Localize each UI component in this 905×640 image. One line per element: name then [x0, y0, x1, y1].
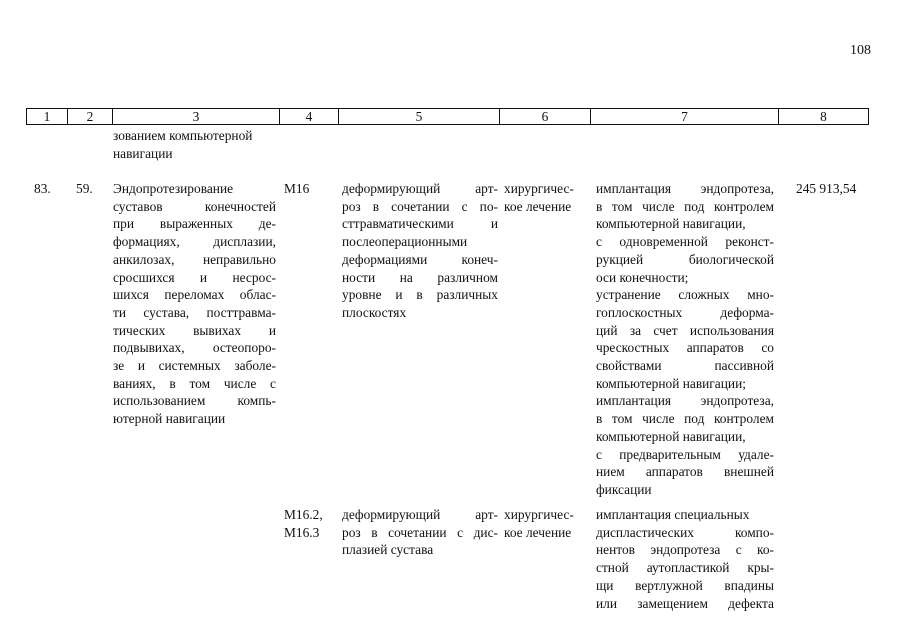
patient-model-line: плоскостях — [342, 304, 407, 320]
treatment-type-line: хирургичес- — [504, 181, 574, 196]
treatment-method-line: диспластических компо- — [596, 524, 774, 540]
patient-model-line: роз в сочетании с по- — [342, 198, 498, 214]
treatment-type — [504, 180, 574, 215]
diagnosis-code: M16.3 — [284, 524, 320, 540]
treatment-method-line: компьютерной навигации; — [596, 375, 746, 391]
patient-model-line: деформирующий арт- — [342, 181, 498, 196]
column-header-6: 6 — [500, 109, 591, 125]
procedure-name-line: шихся переломах облас- — [113, 287, 276, 303]
treatment-method-line: в том числе под контролем — [596, 198, 774, 214]
column-header-4: 4 — [280, 109, 339, 125]
treatment-method-line: нием аппаратов внешней — [596, 464, 774, 480]
patient-model-line: сттравматическими и — [342, 216, 498, 232]
treatment-method-line: компьютерной навигации, — [596, 428, 746, 444]
treatment-method-line: щи вертлужной впадины — [596, 577, 774, 593]
patient-model — [342, 180, 498, 322]
treatment-method-line: нентов эндопротеза с ко- — [596, 542, 774, 558]
procedure-name-line: анкилозах, неправильно — [113, 251, 276, 267]
treatment-method-line: оси конечности; — [596, 269, 689, 285]
treatment-type — [504, 506, 574, 541]
procedure-name-line: ваниях, в том числе с — [113, 375, 276, 391]
procedure-name-line: суставов конечностей — [113, 198, 276, 214]
treatment-type-line: кое лечение — [504, 524, 572, 540]
treatment-method-line: имплантация эндопротеза, — [596, 393, 774, 409]
procedure-name-line: сросшихся и несрос- — [113, 269, 276, 285]
treatment-method-line: ций за счет использования — [596, 322, 774, 338]
procedure-name-line: зе и системных заболе- — [113, 358, 276, 374]
diagnosis-code: M16 — [284, 181, 310, 196]
treatment-method-line: устранение сложных мно- — [596, 287, 774, 303]
procedure-name-line: тических вывихах и — [113, 322, 276, 338]
column-header-5: 5 — [339, 109, 500, 125]
treatment-method — [596, 506, 774, 612]
continuation-line: навигации — [113, 145, 173, 161]
procedure-name-line: формациях, дисплазии, — [113, 234, 276, 250]
procedure-name-line: при выраженных де- — [113, 216, 276, 232]
patient-model-line: послеоперационными — [342, 234, 468, 250]
treatment-method-line: чрескостных аппаратов со — [596, 340, 774, 356]
row-number: 83. — [34, 181, 51, 196]
treatment-method-line: или замещением дефекта — [596, 595, 774, 611]
patient-model-line: роз в сочетании с дис- — [342, 524, 498, 540]
patient-model-line: деформирующий арт- — [342, 507, 498, 522]
column-header-2: 2 — [68, 109, 113, 125]
column-header-row — [26, 108, 869, 125]
procedure-name-line: подвывихах, остеопоро- — [113, 340, 276, 356]
procedure-name-line: ти сустава, посттравма- — [113, 304, 276, 320]
patient-model-line: ности на различном — [342, 269, 498, 285]
procedure-name-line: использованием компь- — [113, 393, 276, 409]
treatment-method-line: рукцией биологической — [596, 251, 774, 267]
treatment-type-line: хирургичес- — [504, 507, 574, 522]
treatment-method-line: стной аутопластикой кры- — [596, 560, 774, 576]
treatment-method-line: с предварительным удале- — [596, 446, 774, 462]
treatment-method-line: имплантация эндопротеза, — [596, 181, 774, 196]
procedure-name-line: ютерной навигации — [113, 411, 226, 427]
patient-model-line: плазией сустава — [342, 542, 434, 558]
treatment-method — [596, 180, 774, 499]
treatment-type-line: кое лечение — [504, 198, 572, 214]
continuation-line: зованием компьютерной — [113, 128, 253, 143]
cost-value: 245 913,54 — [796, 181, 857, 196]
treatment-method-line: свойствами пассивной — [596, 358, 774, 374]
procedure-name-line: Эндопротезирование — [113, 181, 234, 196]
patient-model-line: деформациями конеч- — [342, 251, 498, 267]
column-header-3: 3 — [113, 109, 280, 125]
treatment-method-line: фиксации — [596, 481, 652, 497]
row-subnumber: 59. — [76, 181, 93, 196]
column-header-1: 1 — [27, 109, 68, 125]
column-header-8: 8 — [779, 109, 869, 125]
treatment-method-line: гоплоскостных деформа- — [596, 304, 774, 320]
diagnosis-codes — [284, 506, 323, 541]
diagnosis-code: M16.2, — [284, 507, 323, 522]
column-header-7: 7 — [591, 109, 779, 125]
procedure-name — [113, 180, 276, 428]
treatment-method-line: в том числе под контролем — [596, 411, 774, 427]
continuation-text — [113, 127, 278, 162]
treatment-method-line: с одновременной реконст- — [596, 234, 774, 250]
treatment-method-line: имплантация специальных — [596, 507, 750, 522]
page-number: 108 — [850, 43, 871, 58]
treatment-method-line: компьютерной навигации, — [596, 216, 746, 232]
patient-model-line: уровне и в различных — [342, 287, 498, 303]
patient-model — [342, 506, 498, 559]
